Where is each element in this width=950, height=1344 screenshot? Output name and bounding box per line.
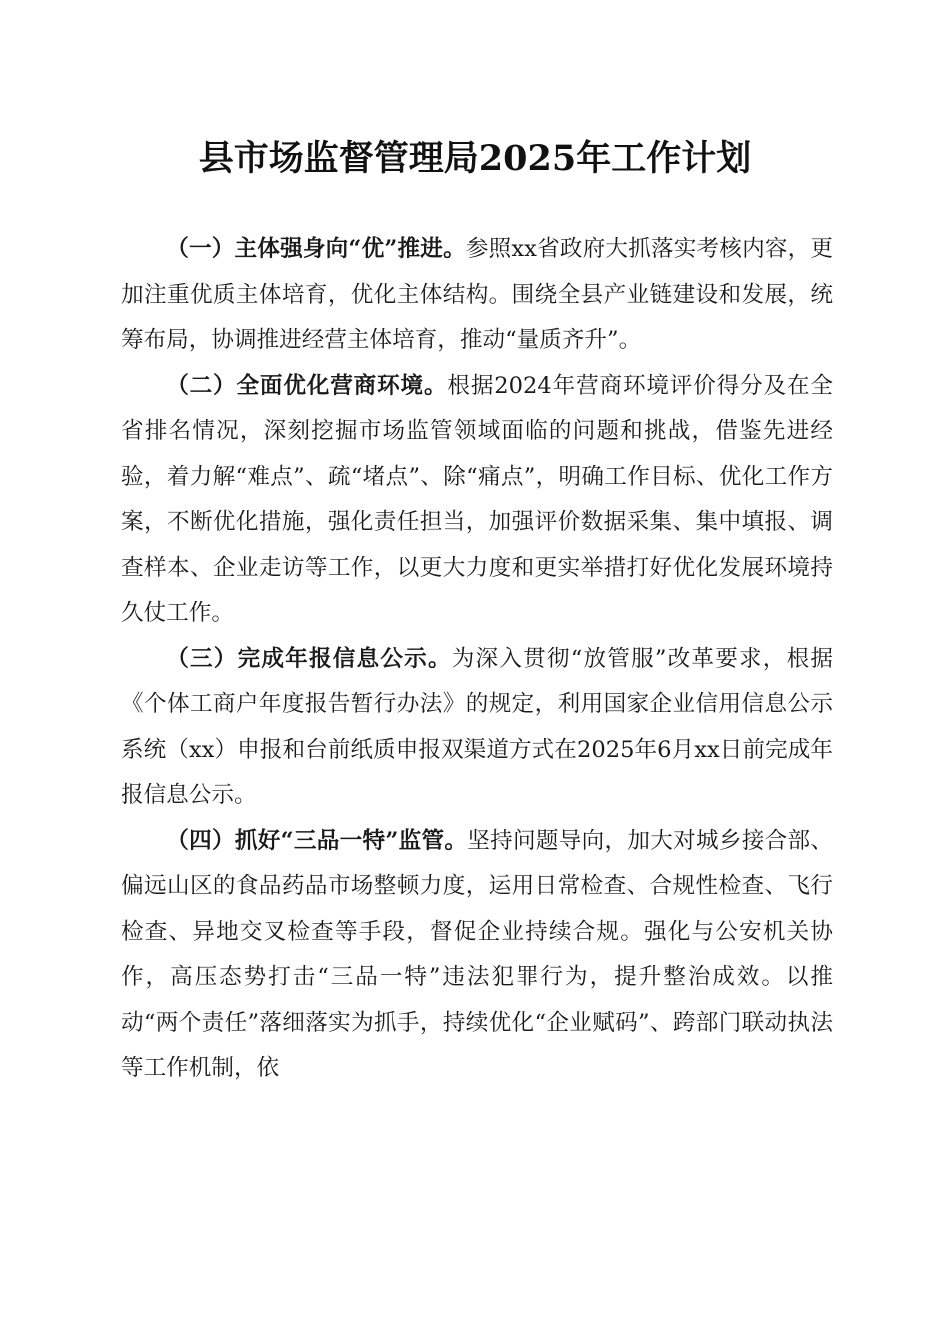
paragraph-2-body: 根据2024年营商环境评价得分及在全省排名情况，深刻挖掘市场监管领域面临的问题和挑战，借鉴先进经验，着力解“难点”、疏“堵点”、除“痛点”，明确工作目标、优化工作方案，不断优化措施，强化责任担当，加强评价数据采集、集中填报、调查样本、企业走访等工作，以更大力度和更实举措打好优化发展环境持久仗工作。 [121, 372, 834, 626]
paragraph-4-heading: （四）抓好“三品一特”监管。 [166, 827, 468, 854]
paragraph-3 [121, 637, 833, 819]
paragraph-4 [121, 819, 833, 1092]
paragraph-1-body: 参照xx省政府大抓落实考核内容，更加注重优质主体培育，优化主体结构。围绕全县产业链建设和发展，统筹布局，协调推进经营主体培育，推动“量质齐升”。 [121, 236, 834, 353]
paragraph-4-body: 坚持问题导向，加大对城乡接合部、偏远山区的食品药品市场整顿力度，运用日常检查、合规性检查、飞行检查、异地交叉检查等手段，督促企业持续合规。强化与公安机关协作，高压态势打击“三品一特”违法犯罪行为，提升整治成效。以推动“两个责任”落细落实为抓手，持续优化“企业赋码”、跨部门联动执法等工作机制，依 [121, 827, 834, 1081]
document-title: 县市场监督管理局2025年工作计划 [198, 138, 752, 179]
document-body [121, 227, 833, 1092]
paragraph-1-heading: （一）主体强身向“优”推进。 [166, 236, 466, 262]
paragraph-1 [121, 227, 833, 364]
paragraph-3-heading: （三）完成年报信息公示。 [166, 645, 452, 672]
paragraph-3-body: 为深入贯彻“放管服”改革要求，根据《个体工商户年度报告暂行办法》的规定，利用国家企业信用信息公示系统（xx）申报和台前纸质申报双渠道方式在2025年6月xx日前完成年报信息公示。 [121, 645, 833, 808]
paragraph-2-heading: （二）全面优化营商环境。 [166, 372, 448, 399]
paragraph-2 [121, 364, 833, 637]
